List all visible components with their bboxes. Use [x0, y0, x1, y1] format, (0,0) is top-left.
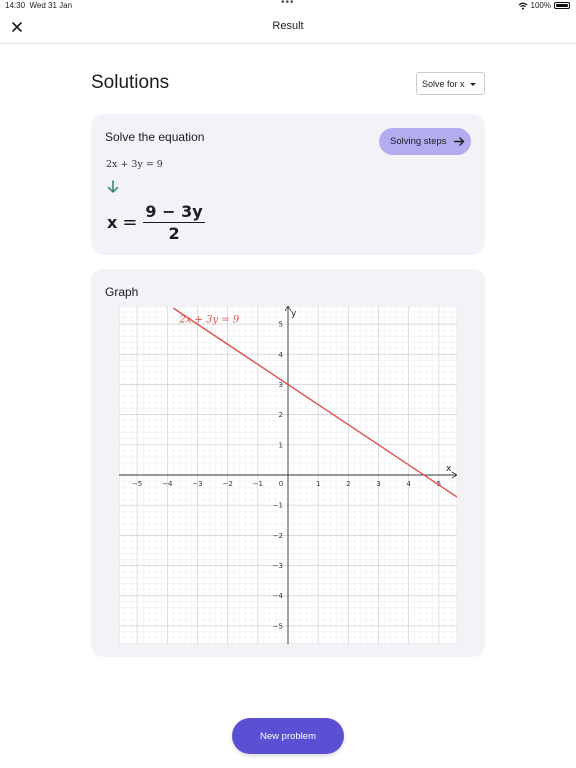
status-bar — [0, 0, 576, 12]
x-tick-label: 2 — [346, 480, 351, 488]
y-tick-label: 3 — [278, 380, 283, 389]
x-tick-label: 5 — [436, 480, 442, 488]
status-time: 14:30 Wed 31 Jan — [5, 1, 73, 10]
chevron-down-icon — [470, 83, 476, 86]
x-tick-label: −2 — [222, 480, 233, 488]
arrow-right-icon — [454, 137, 465, 146]
x-tick-label: −3 — [192, 480, 203, 488]
x-tick-label: 3 — [376, 480, 381, 488]
x-tick-label: −5 — [131, 480, 143, 488]
solve-for-select-value: Solve for x — [422, 78, 465, 89]
y-tick-label: 2 — [278, 411, 283, 420]
battery-icon — [554, 2, 570, 9]
y-tick-label: 1 — [278, 441, 283, 450]
nav-bar — [0, 12, 576, 44]
y-tick-label: −5 — [272, 622, 283, 631]
battery-percent: 100% — [530, 1, 551, 10]
equation-card — [91, 114, 485, 255]
solution — [107, 202, 205, 243]
nav-title: Result — [272, 20, 304, 32]
equation-card-title: Solve the equation — [105, 130, 205, 144]
solution-equals: = — [122, 212, 138, 233]
new-problem-label: New problem — [260, 730, 316, 742]
y-tick-label: 4 — [278, 350, 283, 359]
y-tick-label: −2 — [272, 531, 283, 540]
solution-numerator: 9 − 3y — [145, 202, 203, 221]
page-title: Solutions — [91, 72, 170, 93]
series-label: 2x + 3y = 9 — [179, 314, 240, 326]
y-tick-label: −1 — [272, 501, 283, 510]
solving-steps-button[interactable] — [379, 128, 471, 155]
wifi-icon — [518, 2, 528, 10]
graph-card-title: Graph — [105, 285, 139, 299]
y-tick-label: 5 — [278, 320, 283, 329]
solve-for-select[interactable] — [416, 72, 485, 95]
x-tick-label: 0 — [278, 480, 284, 488]
x-tick-label: 4 — [406, 480, 411, 488]
x-tick-label: −4 — [162, 480, 173, 488]
equation-text: 2x + 3y = 9 — [106, 159, 163, 170]
y-axis-label: y — [291, 309, 297, 319]
y-tick-label: −4 — [272, 592, 283, 601]
graph-card — [91, 269, 485, 657]
arrow-down-icon — [107, 180, 119, 194]
graph-plot[interactable] — [119, 306, 457, 644]
solution-denominator: 2 — [168, 224, 180, 243]
x-tick-label: 1 — [315, 480, 321, 488]
y-tick-label: −3 — [272, 562, 283, 571]
solving-steps-label: Solving steps — [390, 136, 447, 147]
solution-variable: x — [107, 213, 118, 232]
status-right — [518, 1, 570, 10]
new-problem-button[interactable] — [232, 718, 344, 754]
x-axis-label: x — [446, 464, 452, 474]
solution-fraction — [143, 202, 204, 243]
multitasking-dots-icon[interactable]: ••• — [281, 0, 295, 8]
x-tick-label: −1 — [252, 480, 263, 488]
